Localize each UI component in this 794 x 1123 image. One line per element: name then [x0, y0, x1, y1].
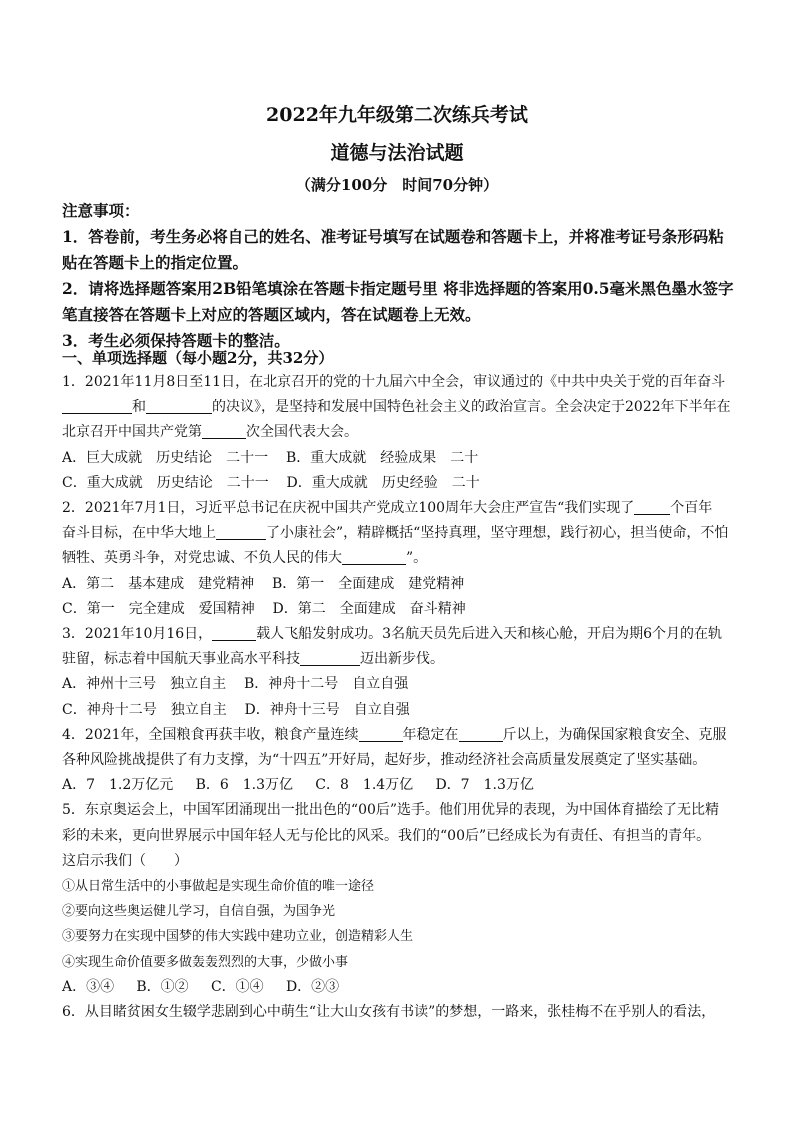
question-4 [62, 723, 734, 773]
q3-text-4: 迈出新步伐。 [360, 651, 444, 668]
q5-statement-3: ③要努力在实现中国梦的伟大实践中建功立业，创造精彩人生 [62, 929, 414, 945]
q5-option-a[interactable]: A．③④ [62, 978, 115, 995]
q1-text-3: 的决议》，是坚持和发展中国特色社会主义的政治宣言。全会决定于2022年下半年在 [212, 399, 731, 416]
q4-text-4: 各种风险挑战提供了有力支撑，为“十四五”开好局，起好步，推动经济社会高质量发展奠定了坚实基础。 [62, 752, 707, 769]
q5-text-1: 5．东京奥运会上，中国军团涌现出一批出色的“00后”选手。他们用优异的表现，为中国体育描绘了无比精 [62, 802, 720, 819]
question-2 [62, 496, 734, 572]
notes-heading: 注意事项： [62, 201, 140, 220]
q1-option-b[interactable]: B．重大成就 经验成果 二十 [285, 449, 479, 466]
q4-option-a[interactable]: A．7 1.2万亿元 [62, 777, 174, 794]
q1-text-4: 北京召开中国共产党第 [62, 424, 202, 441]
q2-option-d[interactable]: D．第二 全面建成 奋斗精神 [272, 600, 466, 617]
q3-options-row2 [62, 698, 734, 723]
q5-statement-1: ①从日常生活中的小事做起是实现生命价值的唯一途径 [62, 879, 375, 895]
blank [62, 399, 132, 414]
q3-option-c[interactable]: C．神舟十二号 独立自主 [62, 701, 227, 718]
blank [459, 727, 503, 742]
question-3 [62, 622, 734, 672]
q1-text-2: 和 [132, 399, 146, 416]
blank [342, 550, 406, 565]
blank [359, 727, 403, 742]
q2-text-4: 了小康社会”，精辟概括“坚持真理，坚守理想，践行初心，担当使命，不怕 [266, 525, 729, 542]
q3-text-3: 驻留，标志着中国航天事业高水平科技 [62, 651, 300, 668]
subject-title: 道德与法治试题 [330, 142, 464, 164]
blank [212, 626, 256, 641]
q1-options-row2 [62, 471, 734, 496]
blank [300, 651, 360, 666]
q4-option-d[interactable]: D．7 1.3万亿 [435, 777, 534, 794]
q3-option-d[interactable]: D．神舟十三号 自立自强 [244, 701, 410, 718]
q2-options-row1 [62, 572, 734, 597]
question-5 [62, 798, 734, 874]
q5-statement-2: ②要向这些奥运健儿学习，自信自强，为国争光 [62, 904, 336, 920]
q4-option-b[interactable]: B．6 1.3万亿 [195, 777, 294, 794]
q1-options-row1 [62, 446, 734, 471]
note-2: 2．请将选择题答案用2B铅笔填涂在答题卡指定题号里 将非选择题的答案用0.5毫米黑色墨水签字笔直接答在答题卡上对应的答题区域内，答在试题卷上无效。 [62, 279, 734, 324]
q5-options [62, 975, 734, 1000]
q2-option-b[interactable]: B．第一 全面建成 建党精神 [271, 575, 465, 592]
q2-options-row2 [62, 597, 734, 622]
q1-option-c[interactable]: C．重大成就 历史结论 二十一 [62, 474, 269, 491]
q4-option-c[interactable]: C．8 1.4万亿 [315, 777, 414, 794]
q4-options [62, 773, 734, 798]
q1-text-5: 次全国代表大会。 [246, 424, 358, 441]
q2-text-3: 奋斗目标，在中华大地上 [62, 525, 216, 542]
question-6 [62, 1000, 734, 1025]
q3-option-b[interactable]: B．神舟十二号 自立自强 [243, 676, 409, 693]
blank [216, 525, 266, 540]
note-1: 1．答卷前，考生务必将自己的姓名、准考证号填写在试题卷和答题卡上，并将准考证号条形码粘贴在答题卡上的指定位置。 [62, 227, 724, 272]
q2-text-5: 牺牲、英勇斗争，对党忠诚、不负人民的伟大 [62, 550, 342, 567]
blank [202, 424, 246, 439]
questions [62, 370, 734, 1025]
q4-text-2: 年稳定在 [402, 726, 459, 743]
q2-text-2: 个百年 [670, 500, 713, 517]
q2-text-1: 2．2021年7月1日，习近平总书记在庆祝中国共产党成立100周年大会庄严宣告“我们实现了 [62, 500, 635, 517]
blank [146, 399, 212, 414]
q1-text-1: 1．2021年11月8日至11日，在北京召开的党的十九届六中全会，审议通过的《中共中央关于党的百年奋斗 [62, 374, 726, 390]
q1-option-a[interactable]: A．巨大成就 历史结论 二十一 [62, 449, 269, 466]
q5-option-c[interactable]: C．①④ [210, 978, 264, 995]
q5-option-d[interactable]: D．②③ [285, 978, 340, 995]
blank [634, 500, 670, 515]
q3-text-2: 载人飞船发射成功。3名航天员先后进入天和核心舱，开启为期6个月的在轨 [256, 626, 722, 643]
q3-options-row1 [62, 672, 734, 697]
question-1 [62, 370, 734, 446]
q5-text-2: 彩的未来，更向世界展示中国年轻人无与伦比的风采。我们的“00后”已经成长为有责任、有担当的青年。 [62, 827, 711, 844]
section-heading: 一、单项选择题（每小题2分，共32分） [62, 349, 334, 367]
q2-text-6: ”。 [406, 550, 428, 567]
q4-text-1: 4．2021年，全国粮食再获丰收，粮食产量连续 [62, 726, 359, 743]
q3-text-1: 3．2021年10月16日， [62, 626, 213, 643]
q2-option-c[interactable]: C．第一 完全建成 爱国精神 [62, 600, 255, 617]
exam-title: 2022年九年级第二次练兵考试 [266, 104, 528, 126]
note-3: 3．考生必须保持答题卡的整洁。 [62, 331, 290, 350]
q5-text-3: 这启示我们（ ） [62, 852, 188, 869]
q6-text-1: 6．从目睹贫困女生辍学悲剧到心中萌生“让大山女孩有书读”的梦想，一路来，张桂梅不在乎别人的看法， [62, 1004, 716, 1021]
q2-option-a[interactable]: A．第二 基本建成 建党精神 [62, 575, 255, 592]
q4-text-3: 斤以上，为确保国家粮食安全、克服 [502, 726, 727, 743]
exam-info: （满分100分 时间70分钟） [295, 176, 499, 194]
q3-option-a[interactable]: A．神州十三号 独立自主 [62, 676, 227, 693]
notes-block [62, 198, 734, 354]
q5-option-b[interactable]: B．①② [136, 978, 189, 995]
q5-statement-4: ④实现生命价值要多做轰轰烈烈的大事，少做小事 [62, 954, 349, 970]
q1-option-d[interactable]: D．重大成就 历史经验 二十 [286, 474, 480, 491]
